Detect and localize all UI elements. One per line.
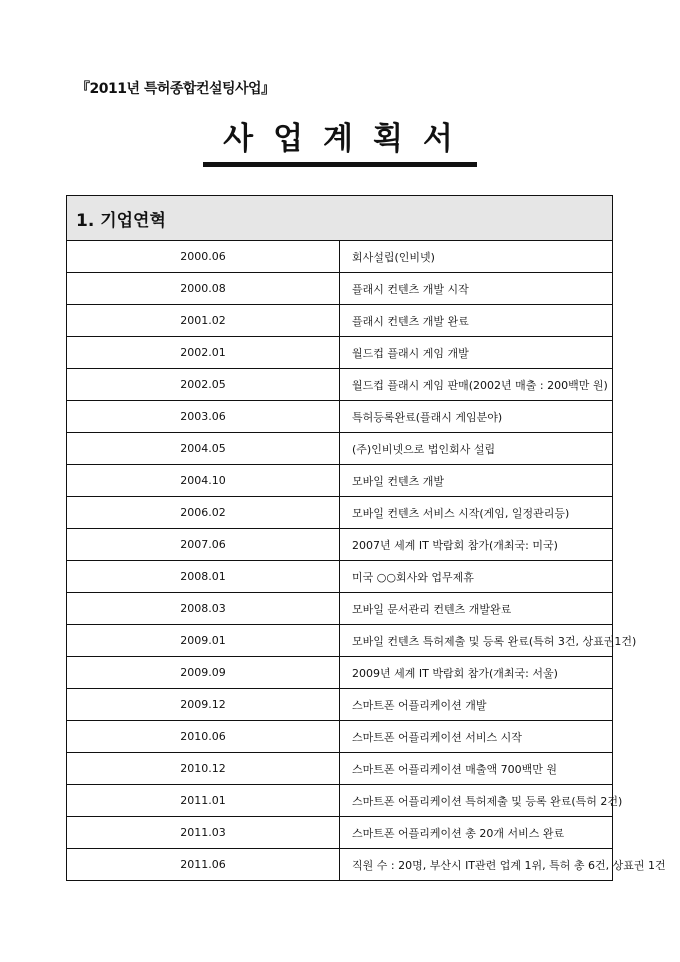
history-event: 특허등록완료(플래시 게임분야): [340, 401, 613, 433]
history-row: [67, 401, 613, 433]
history-row: [67, 849, 613, 881]
history-event: 플래시 컨텐츠 개발 시작: [340, 273, 613, 305]
history-event: 플래시 컨텐츠 개발 완료: [340, 305, 613, 337]
history-event: 스마트폰 어플리케이션 개발: [340, 689, 613, 721]
history-date: 2003.06: [67, 401, 340, 433]
history-date: 2008.03: [67, 593, 340, 625]
history-row: [67, 497, 613, 529]
history-date: 2007.06: [67, 529, 340, 561]
history-date: 2006.02: [67, 497, 340, 529]
history-event: 2007년 세계 IT 박람회 참가(개최국: 미국): [340, 529, 613, 561]
history-event: (주)인비넷으로 법인회사 설립: [340, 433, 613, 465]
history-event: 모바일 컨텐츠 특허제출 및 등록 완료(특허 3건, 상표권1건): [340, 625, 613, 657]
history-date: 2000.08: [67, 273, 340, 305]
history-date: 2002.01: [67, 337, 340, 369]
history-event: 스마트폰 어플리케이션 매출액 700백만 원: [340, 753, 613, 785]
history-date: 2011.01: [67, 785, 340, 817]
history-row: [67, 593, 613, 625]
history-row: [67, 625, 613, 657]
history-row: [67, 273, 613, 305]
history-row: [67, 529, 613, 561]
history-row: [67, 241, 613, 273]
history-event: 스마트폰 어플리케이션 서비스 시작: [340, 721, 613, 753]
history-body: [67, 241, 666, 881]
history-event: 월드컵 플래시 게임 개발: [340, 337, 613, 369]
history-date: 2009.01: [67, 625, 340, 657]
history-event: 2009년 세계 IT 박람회 참가(개최국: 서울): [340, 657, 613, 689]
section-title: 1. 기업연혁: [67, 196, 613, 241]
history-event: 직원 수 : 20명, 부산시 IT관련 업계 1위, 특허 총 6건, 상표권 1건: [340, 849, 613, 881]
history-date: 2011.06: [67, 849, 340, 881]
history-row: [67, 337, 613, 369]
history-row: [67, 785, 613, 817]
history-row: [67, 433, 613, 465]
history-event: 월드컵 플래시 게임 판매(2002년 매출 : 200백만 원): [340, 369, 613, 401]
history-row: [67, 817, 613, 849]
history-row: [67, 369, 613, 401]
history-row: [67, 305, 613, 337]
history-date: 2010.06: [67, 721, 340, 753]
history-row: [67, 721, 613, 753]
history-date: 2001.02: [67, 305, 340, 337]
history-date: 2010.12: [67, 753, 340, 785]
history-row: [67, 753, 613, 785]
document-title: 사업계획서: [203, 118, 477, 167]
history-event: 스마트폰 어플리케이션 총 20개 서비스 완료: [340, 817, 613, 849]
history-row: [67, 465, 613, 497]
history-row: [67, 689, 613, 721]
section-header-row: [67, 196, 613, 241]
company-history-table: [66, 195, 666, 881]
history-date: 2002.05: [67, 369, 340, 401]
program-header: 『2011년 특허종합컨설팅사업』: [76, 81, 275, 97]
history-row: [67, 561, 613, 593]
history-event: 스마트폰 어플리케이션 특허제출 및 등록 완료(특허 2건): [340, 785, 613, 817]
history-date: 2004.10: [67, 465, 340, 497]
history-date: 2000.06: [67, 241, 340, 273]
title-container: [0, 118, 680, 167]
history-date: 2009.09: [67, 657, 340, 689]
history-row: [67, 657, 613, 689]
history-event: 미국 ○○회사와 업무제휴: [340, 561, 613, 593]
history-event: 모바일 컨텐츠 서비스 시작(게임, 일정관리등): [340, 497, 613, 529]
history-date: 2008.01: [67, 561, 340, 593]
history-date: 2004.05: [67, 433, 340, 465]
history-event: 모바일 문서관리 컨텐츠 개발완료: [340, 593, 613, 625]
history-date: 2009.12: [67, 689, 340, 721]
history-event: 회사설립(인비넷): [340, 241, 613, 273]
history-date: 2011.03: [67, 817, 340, 849]
history-event: 모바일 컨텐츠 개발: [340, 465, 613, 497]
